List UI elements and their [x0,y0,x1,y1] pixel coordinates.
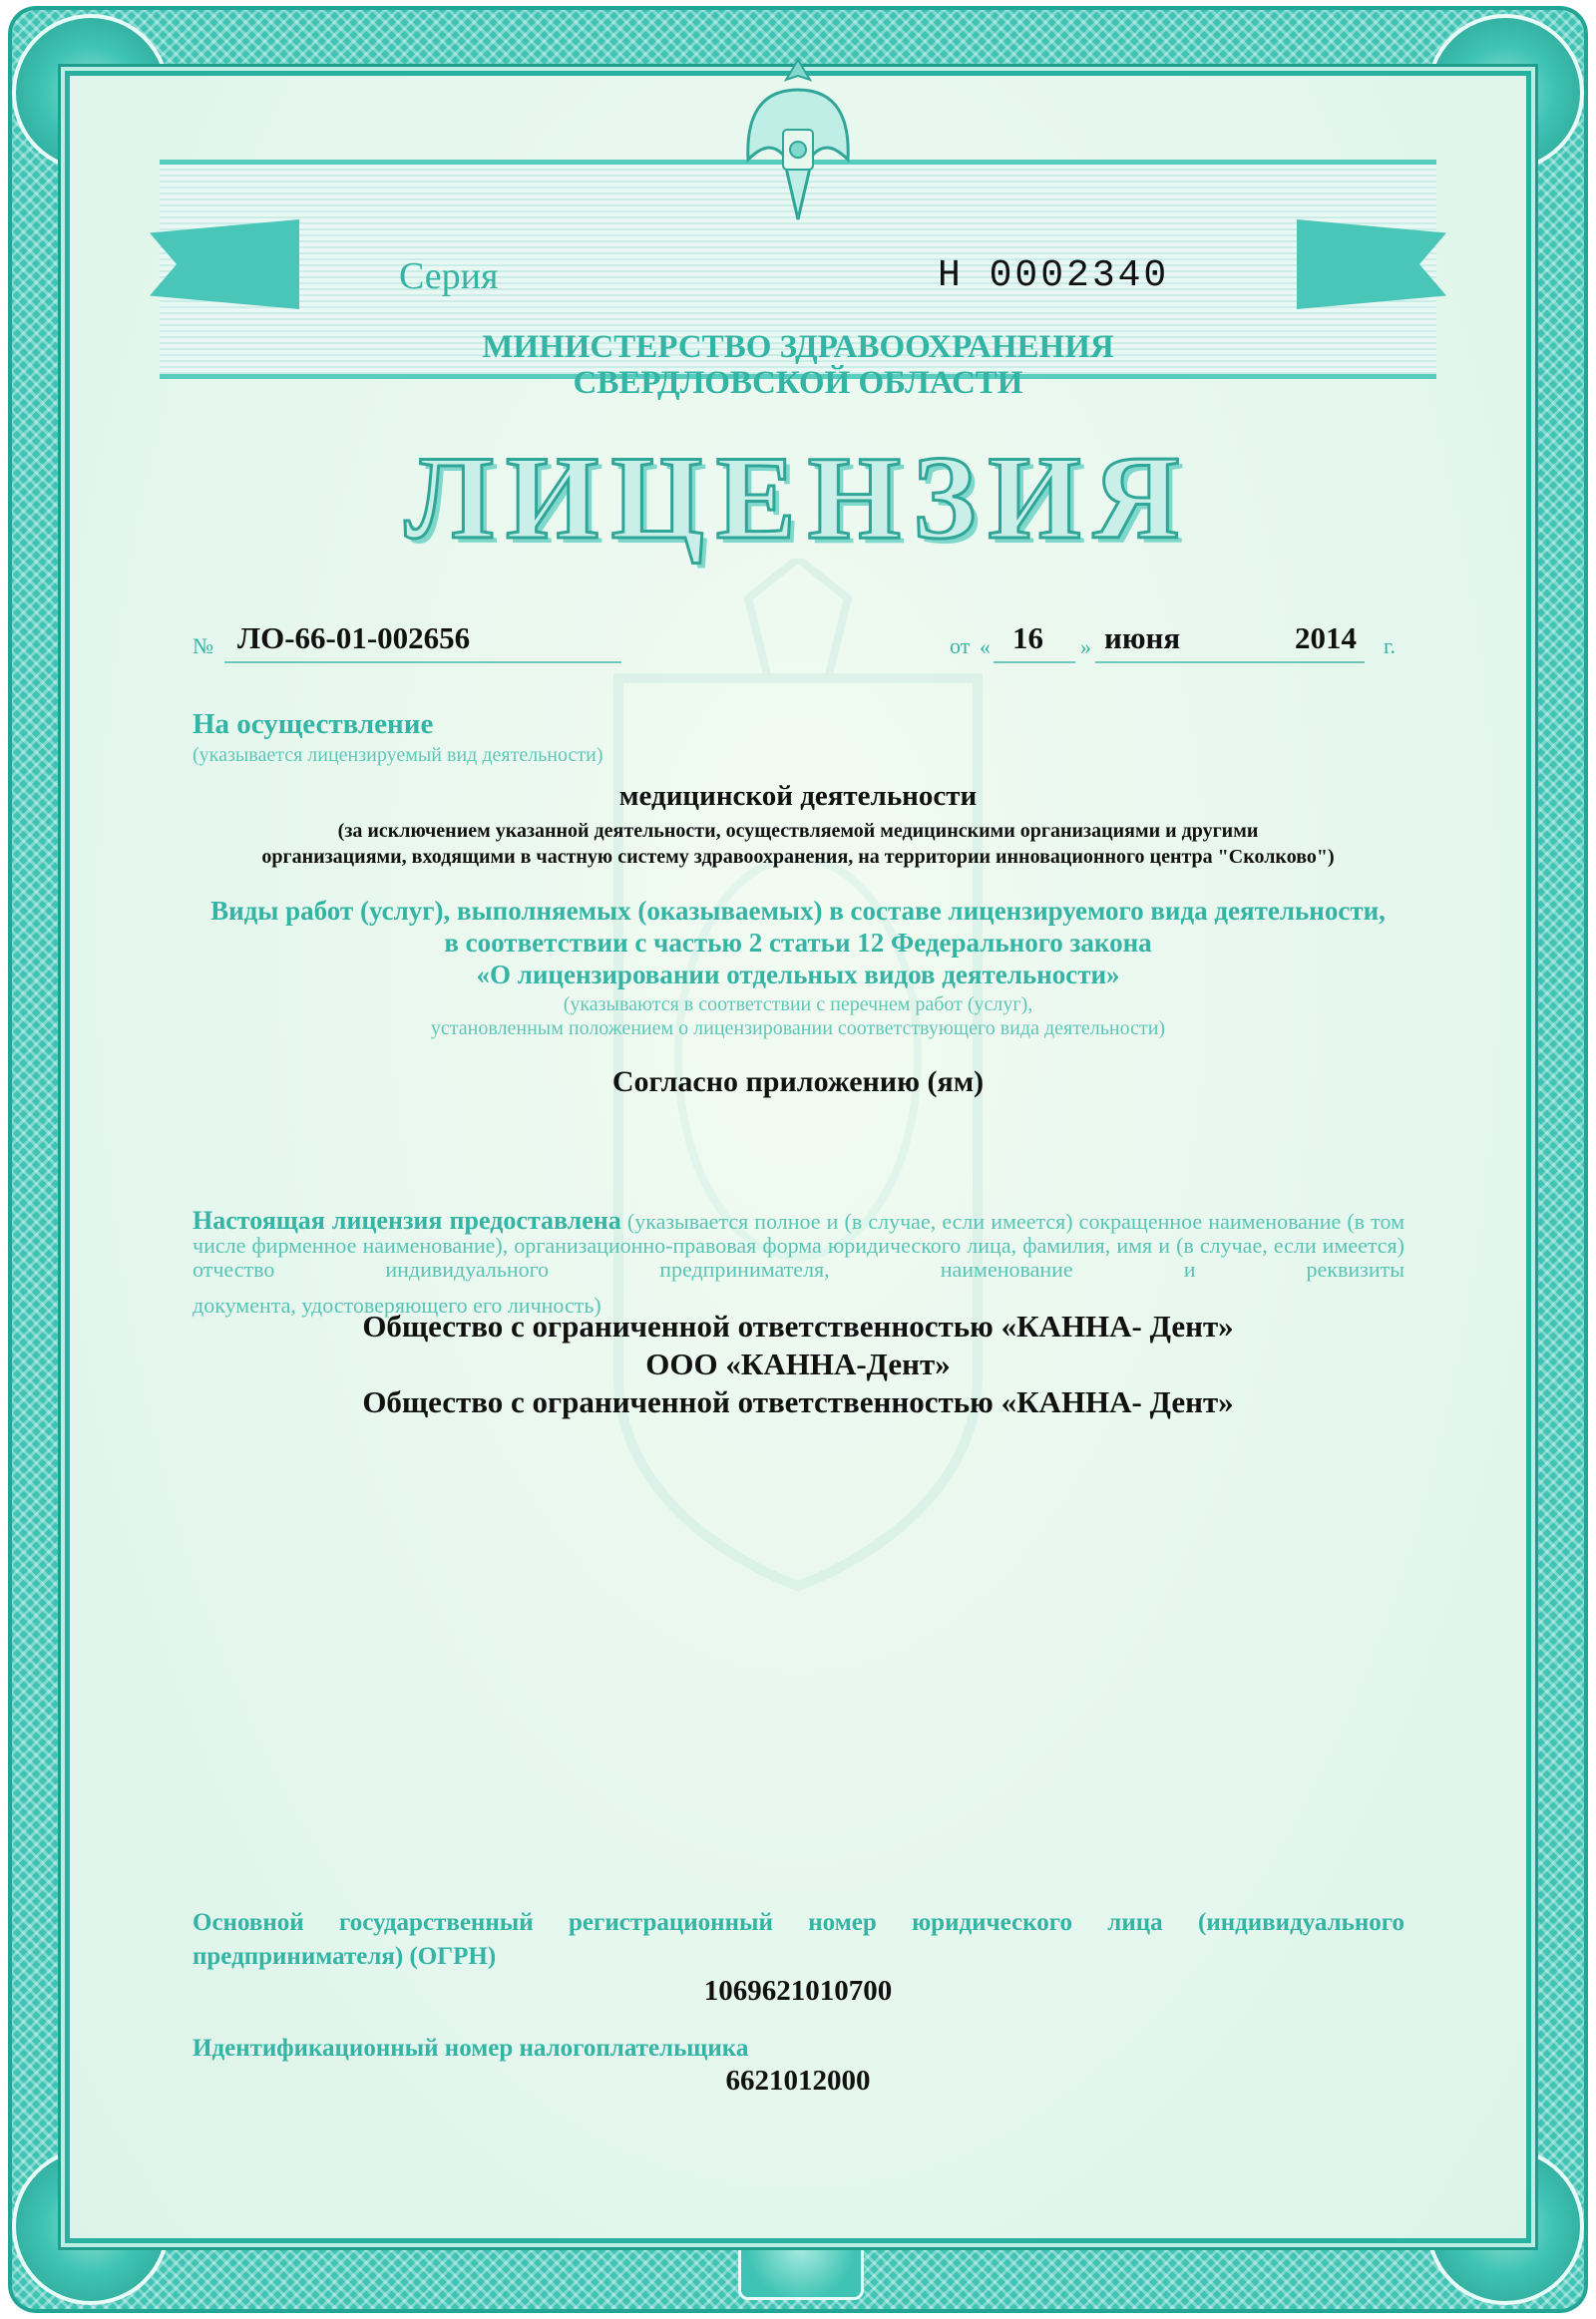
date-day: 16 [1012,620,1043,655]
date-open-quote: « [980,634,991,659]
works-heading-line-2: в соответствии с частью 2 статьи 12 Федерального закона [444,928,1152,958]
ministry-name-line-1: МИНИСТЕРСТВО ЗДРАВООХРАНЕНИЯ [482,329,1114,365]
date-suffix: г. [1384,633,1396,658]
licensee-description [193,1206,1404,1282]
activity-hint: (указывается лицензируемый вид деятельности) [193,744,603,766]
date-prefix: от [950,633,971,658]
date-close-quote: » [1080,634,1091,659]
ogrn-label-line-1: Основной государственный регистрационный номер юридического лица (индивидуального [193,1909,1404,1936]
date-month: июня [1104,620,1181,655]
licensee-short-name: ООО «КАННА-Дент» [645,1347,951,1381]
license-number-value: ЛО-66-01-002656 [237,620,471,655]
inn-value: 6621012000 [725,2065,871,2097]
licensee-hint-line-2: наименование (в том числе фирменное наименование), организационно-правовая форма юридического лица, [193,1209,1404,1258]
license-number-underline [224,661,621,663]
activity-note-line-1: (за исключением указанной деятельности, осуществляемой медицинскими организациями и другими [337,820,1259,842]
works-hint-line-2: установленным положением о лицензировании соответствующего вида деятельности) [430,1017,1166,1039]
licensee-hint-line-4: документа, удостоверяющего его личность) [193,1293,601,1318]
coat-of-arms-icon [738,50,858,249]
activity-heading: На осуществление [193,708,434,740]
activity-note-line-2: организациями, входящими в частную систему здравоохранения, на территории инновационного центра "Сколково") [261,846,1335,868]
date-day-underline [994,661,1075,663]
works-heading-line-1: Виды работ (услуг), выполняемых (оказываемых) в составе лицензируемого вида деятельности, [210,896,1386,926]
ministry-name-line-2: СВЕРДЛОВСКОЙ ОБЛАСТИ [573,365,1023,401]
activity-value: медицинской деятельности [618,780,978,812]
works-hint-line-1: (указываются в соответствии с перечнем работ (услуг), [563,993,1033,1015]
document-title: ЛИЦЕНЗИЯ [404,431,1192,564]
works-heading-line-3: «О лицензировании отдельных видов деятельности» [476,960,1120,989]
series-number: Н 0002340 [938,254,1170,297]
licensee-full-name: Общество с ограниченной ответственностью «КАННА- Дент» [362,1309,1234,1344]
licensee-brand-name: Общество с ограниченной ответственностью «КАННА- Дент» [362,1384,1234,1419]
ogrn-value: 1069621010700 [703,1975,893,2007]
date-year: 2014 [1295,620,1357,655]
date-month-year-underline [1095,661,1365,663]
licensee-hint-line-3: фамилия, имя и (в случае, если имеется) отчество индивидуального предпринимателя, наименование и реквизиты [193,1233,1404,1282]
series-label: Серия [399,255,499,297]
ogrn-label-line-2: предпринимателя) (ОГРН) [193,1943,497,1970]
licensee-hint-line-1: (указывается полное и (в случае, если имеется) сокращенное [626,1209,1203,1234]
inn-label: Идентификационный номер налогоплательщика [193,2035,749,2062]
works-value: Согласно приложению (ям) [611,1065,985,1098]
license-number-label: № [193,633,213,658]
licensee-lead: Настоящая лицензия предоставлена [193,1206,621,1235]
